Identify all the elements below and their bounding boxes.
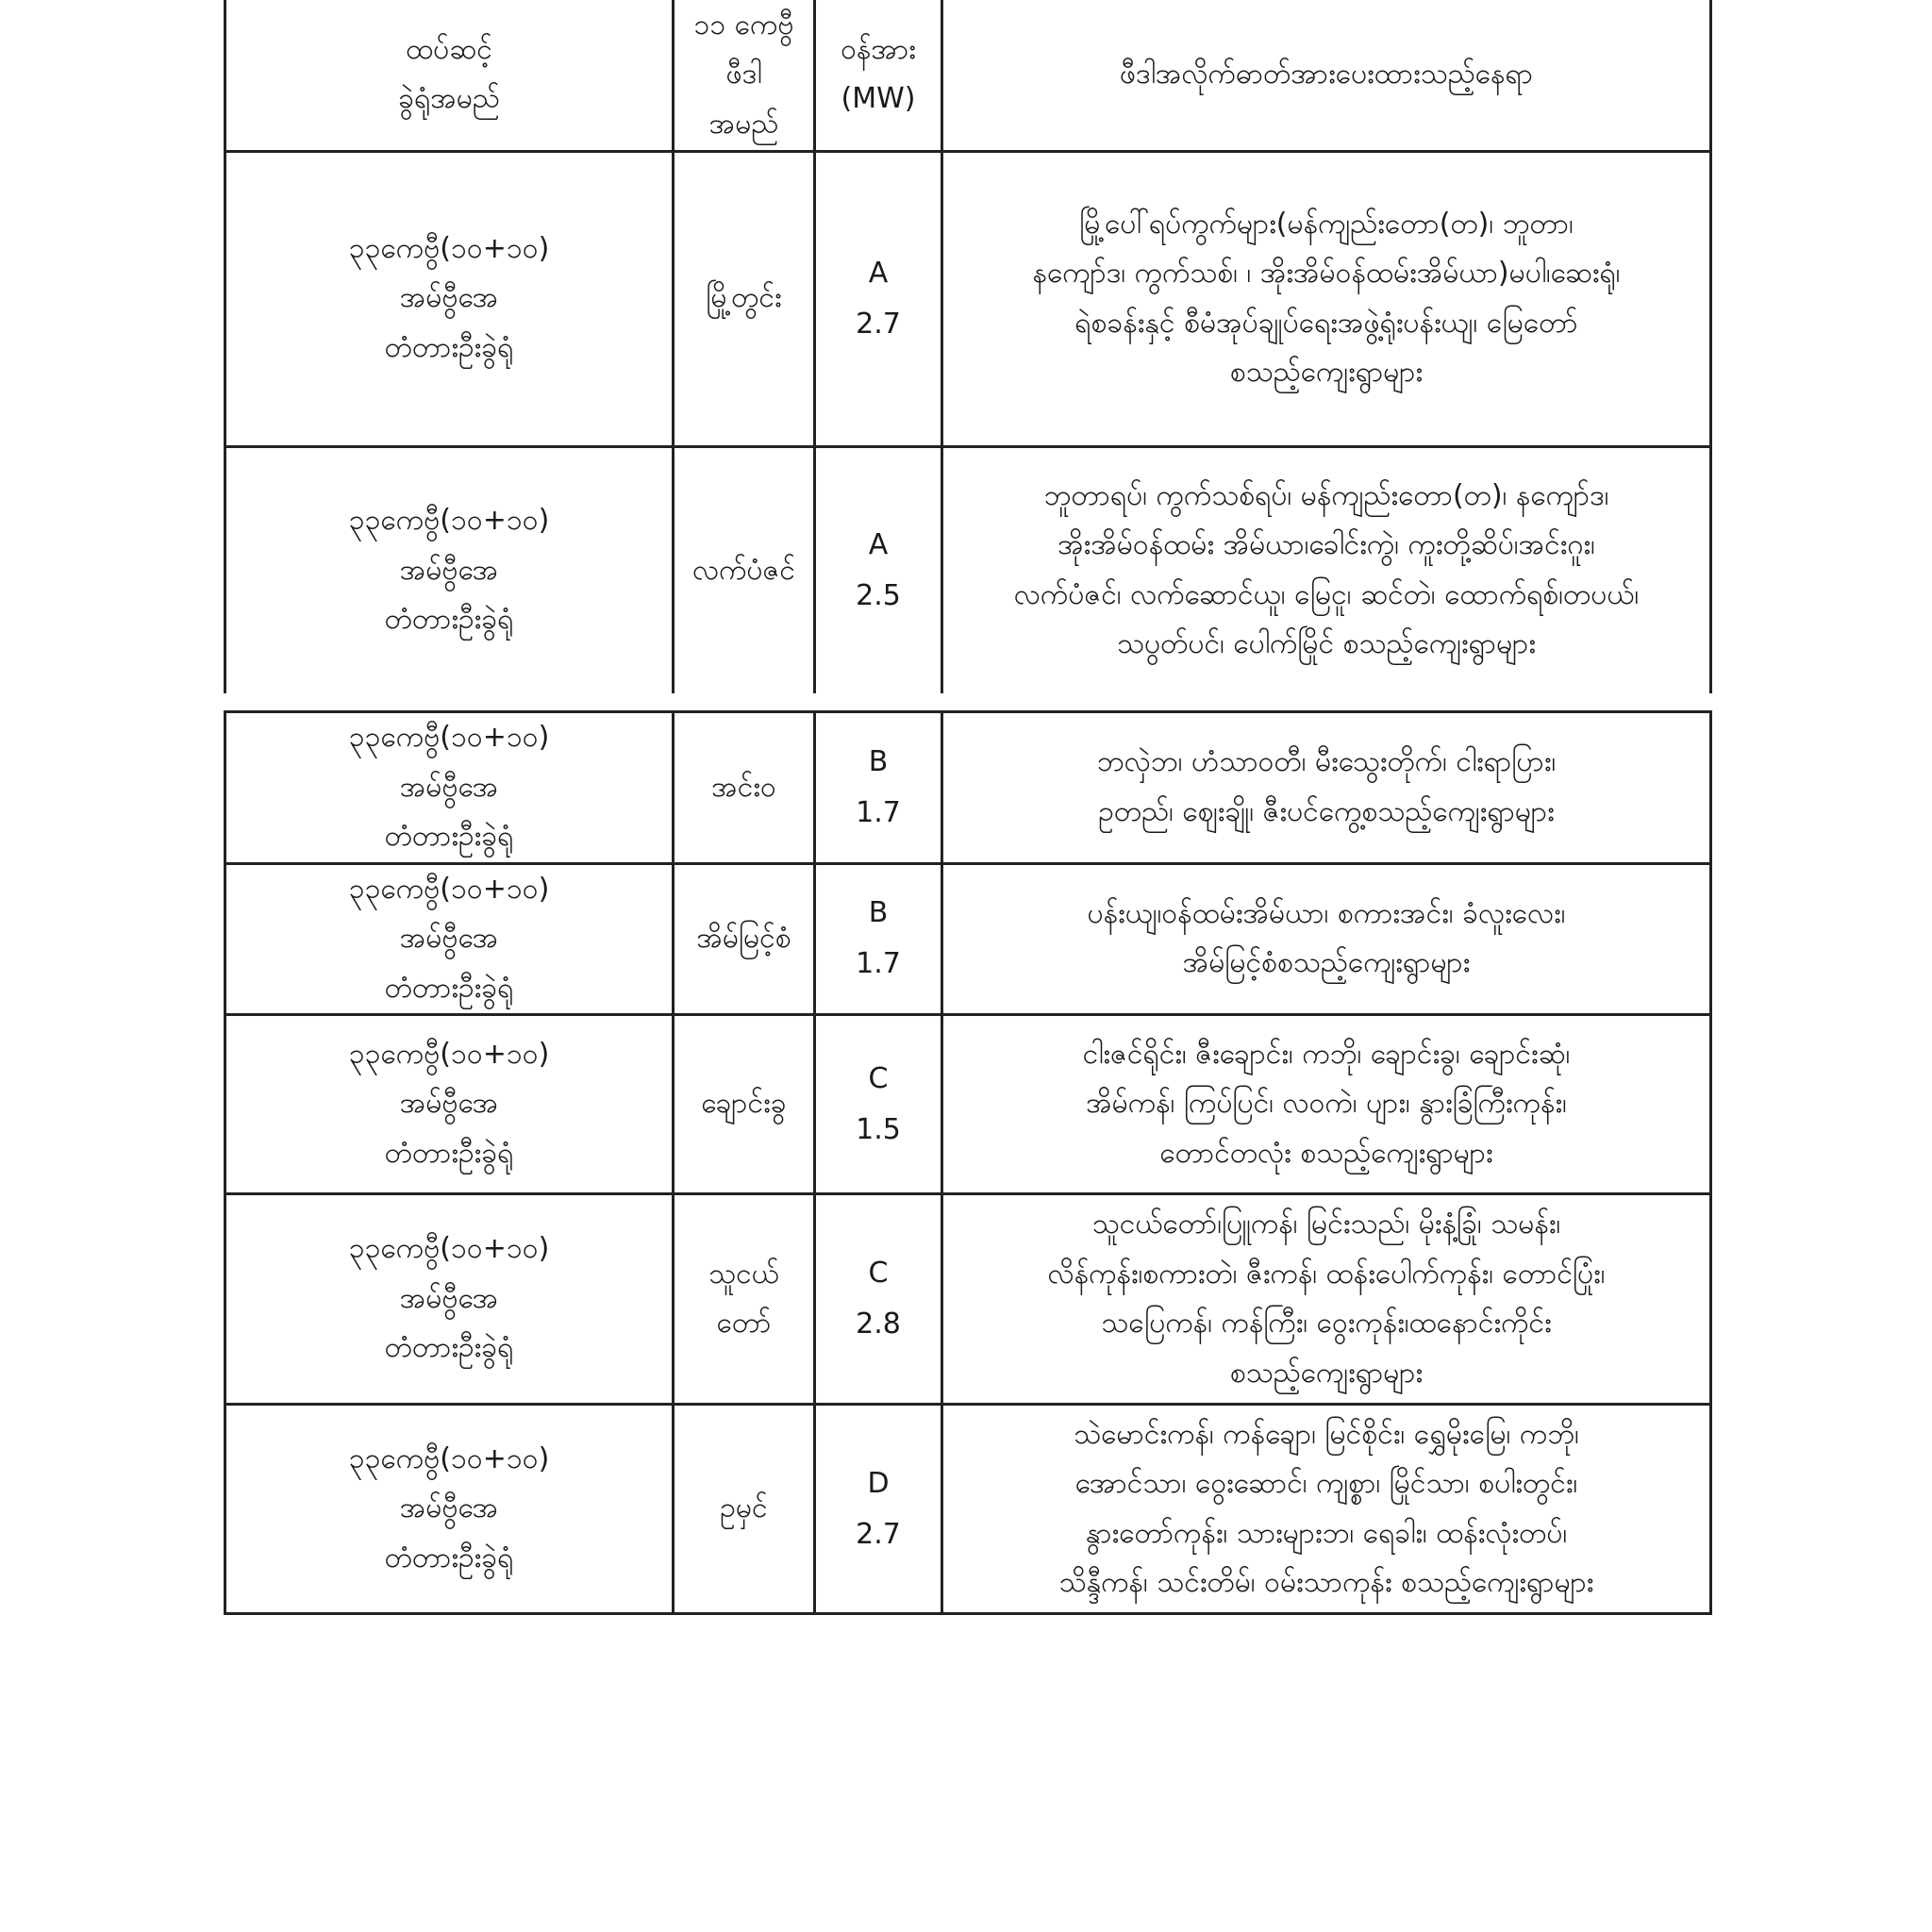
grade-label: A (868, 527, 889, 561)
mw-value: 2.7 (856, 307, 901, 341)
load-cell (815, 446, 942, 693)
area-cell: ဘလှဲဘ၊ ဟံသာဝတီ၊ မီးသွေးတိုက်၊ ငါးရာပြား၊ ဥတည်၊ ဈေးချို၊ ဇီးပင်ကွေ့စသည့်ကျေးရွာများ (942, 712, 1711, 864)
table-row (225, 712, 1711, 864)
table-row (225, 1405, 1711, 1614)
table-row (225, 1015, 1711, 1194)
table-row (225, 446, 1711, 693)
header-feeder: ၁၁ ကေဗွီ ဖီဒါ အမည် (674, 0, 815, 151)
load-cell (815, 151, 942, 446)
load-cell (815, 1194, 942, 1405)
table-row (225, 863, 1711, 1015)
area-cell: ပန်းယျ၊ဝန်ထမ်းအိမ်ယာ၊ စကားအင်း၊ ခံလူးလေး၊ အိမ်မြင့်စံစသည့်ကျေးရွာများ (942, 863, 1711, 1015)
feeder-cell: လက်ပံဇင် (674, 446, 815, 693)
area-cell: မြို့ပေါ်ရပ်ကွက်များ(မန်ကျည်းတော(တ)၊ ဘူတာ၊ နကျော်ဒ၊ ကွက်သစ်၊ ၊ အိုးအိမ်ဝန်ထမ်းအိမ်ယာ)မပါ၊ဆေးရုံ၊ ရဲစခန်းနှင့် စီမံအုပ်ချုပ်ရေးအဖွဲ့ရုံးပန်းယျ၊ မြေတော် စသည့်ကျေးရွာများ (942, 151, 1711, 446)
mw-value: 2.8 (856, 1307, 901, 1341)
area-cell: ငါးဇင်ရိုင်း၊ ဇီးချောင်း၊ ကဘို၊ ချောင်းခွ၊ ချောင်းဆုံ၊ အိမ်ကန်၊ ကြပ်ပြင်၊ လဝကဲ၊ ပျား၊ နွားခြံကြီးကုန်း၊ တောင်တလုံး စသည့်ကျေးရွာများ (942, 1015, 1711, 1194)
substation-cell: ၃၃ကေဗွီ(၁၀+၁၀) အမ်ဗွီအေ တံတားဦးခွဲရုံ (225, 446, 674, 693)
mw-value: 1.7 (856, 795, 901, 829)
mw-value: 1.7 (856, 947, 901, 981)
feeder-cell: ဥမှင် (674, 1405, 815, 1614)
feeder-cell: မြို့တွင်း (674, 151, 815, 446)
feeder-cell: သူငယ် တော် (674, 1194, 815, 1405)
area-cell: ဘူတာရပ်၊ ကွက်သစ်ရပ်၊ မန်ကျည်းတော(တ)၊ နကျော်ဒ၊ အိုးအိမ်ဝန်ထမ်း အိမ်ယာ၊ခေါင်းကွဲ၊ ကူးတို့ဆိပ်၊အင်းဂူး၊ လက်ပံဇင်၊ လက်ဆောင်ယူ၊ မြေငူ၊ ဆင်တဲ၊ ထောက်ရစ်၊တပယ်၊ သပွတ်ပင်၊ ပေါက်မြိုင် စသည့်ကျေးရွာများ (942, 446, 1711, 693)
area-cell: သဲမောင်းကန်၊ ကန်ချော၊ မြင်စိုင်း၊ ရွှေမိုးမြေ၊ ကဘို၊ အောင်သာ၊ ဝွေးဆောင်၊ ကျစ္စာ၊ မြိုင်သာ၊ စပါးတွင်း၊ နွားတော်ကုန်း၊ သားများဘ၊ ရေခါး၊ ထန်းလုံးတပ်၊ သိန္ဒီကန်၊ သင်းတိမ်၊ ဝမ်းသာကုန်း စသည့်ကျေးရွာများ (942, 1405, 1711, 1614)
substation-cell: ၃၃ကေဗွီ(၁၀+၁၀) အမ်ဗွီအေ တံတားဦးခွဲရုံ (225, 1015, 674, 1194)
header-load: ဝန်အား (MW) (815, 0, 942, 151)
header-substation: ထပ်ဆင့် ခွဲရုံအမည် (225, 0, 674, 151)
feeder-cell: ချောင်းခွ (674, 1015, 815, 1194)
header-row (225, 0, 1711, 151)
substation-cell: ၃၃ကေဗွီ(၁၀+၁၀) အမ်ဗွီအေ တံတားဦးခွဲရုံ (225, 863, 674, 1015)
grade-label: C (868, 1061, 889, 1095)
substation-cell: ၃၃ကေဗွီ(၁၀+၁၀) အမ်ဗွီအေ တံတားဦးခွဲရုံ (225, 712, 674, 864)
feeder-table-bottom (224, 710, 1712, 1615)
load-cell (815, 1405, 942, 1614)
grade-label: C (868, 1257, 889, 1290)
feeder-cell: အင်းဝ (674, 712, 815, 864)
substation-cell: ၃၃ကေဗွီ(၁၀+၁၀) အမ်ဗွီအေ တံတားဦးခွဲရုံ (225, 1194, 674, 1405)
table-row (225, 151, 1711, 446)
feeder-table-top (224, 0, 1712, 693)
substation-cell: ၃၃ကေဗွီ(၁၀+၁၀) အမ်ဗွီအေ တံတားဦးခွဲရုံ (225, 1405, 674, 1614)
table-row (225, 1194, 1711, 1405)
mw-value: 2.5 (856, 578, 901, 612)
mw-value: 1.5 (856, 1112, 901, 1146)
load-cell (815, 1015, 942, 1194)
load-cell (815, 712, 942, 864)
substation-cell: ၃၃ကေဗွီ(၁၀+၁၀) အမ်ဗွီအေ တံတားဦးခွဲရုံ (225, 151, 674, 446)
grade-label: D (867, 1466, 890, 1500)
feeder-cell: အိမ်မြင့်စံ (674, 863, 815, 1015)
grade-label: B (868, 896, 889, 930)
header-area: ဖီဒါအလိုက်ဓာတ်အားပေးထားသည့်နေရာ (942, 0, 1711, 151)
grade-label: A (868, 256, 889, 290)
area-cell: သူငယ်တော်၊ပြူကန်၊ မြင်းသည်၊ မိုးနံ့ခြုံ၊ သမန်း၊ လိန်ကုန်း၊စကားတဲ၊ ဇီးကန်၊ ထန်းပေါက်ကုန်း၊ တောင်ပြုံး၊ သပြေကန်၊ ကန်ကြီး၊ ဝွေးကုန်း၊ထနောင်းကိုင်း စသည့်ကျေးရွာများ (942, 1194, 1711, 1405)
mw-value: 2.7 (856, 1517, 901, 1551)
load-cell (815, 863, 942, 1015)
grade-label: B (868, 744, 889, 778)
